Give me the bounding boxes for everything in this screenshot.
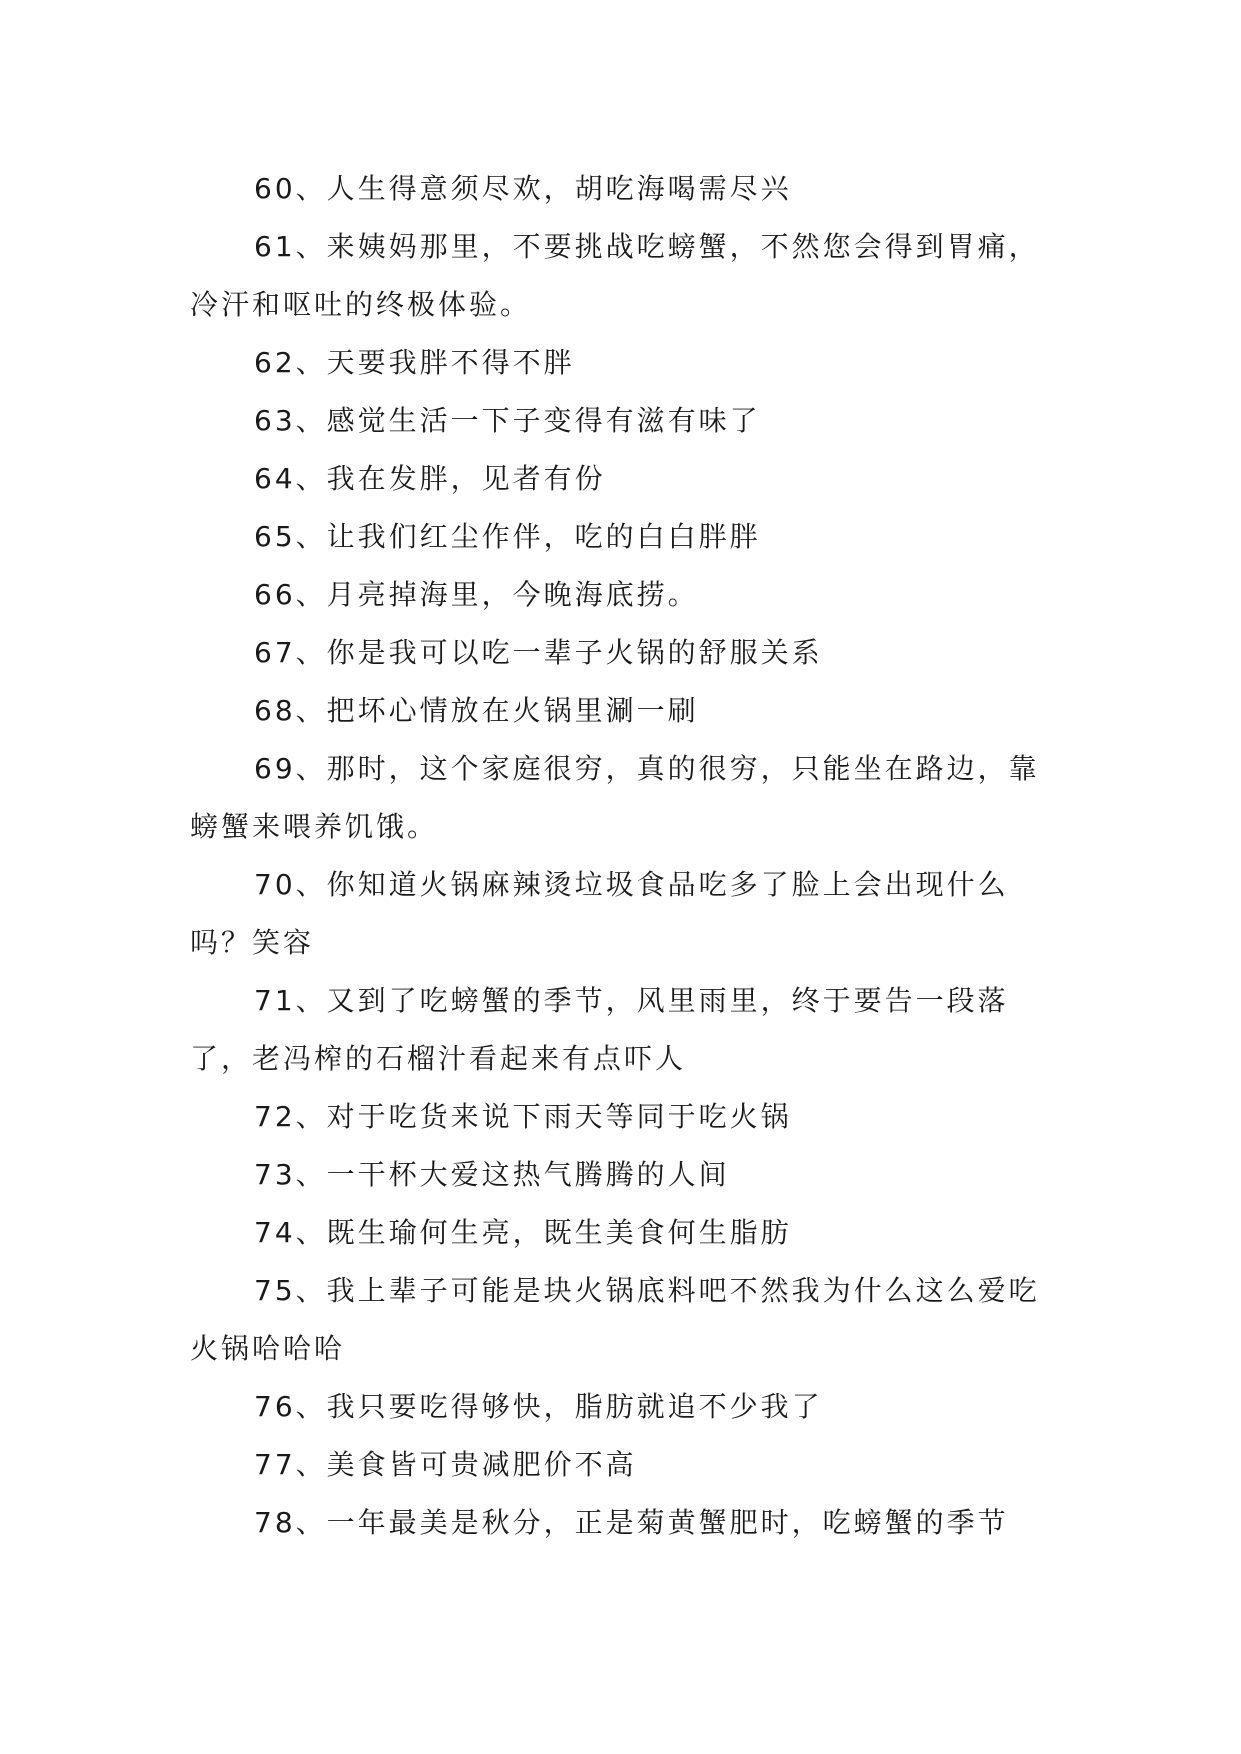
- paragraph-70: 70、你知道火锅麻辣烫垃圾食品吃多了脸上会出现什么吗？笑容: [190, 868, 1009, 959]
- paragraph-63: 63、感觉生活一下子变得有滋有味了: [254, 404, 761, 437]
- paragraph-74: 74、既生瑜何生亮，既生美食何生脂肪: [254, 1216, 792, 1249]
- document-body: [190, 160, 1070, 1552]
- paragraph-77: 77、美食皆可贵减肥价不高: [254, 1448, 637, 1481]
- paragraph-68: 68、把坏心情放在火锅里涮一刷: [254, 694, 699, 727]
- paragraph-60: 60、人生得意须尽欢，胡吃海喝需尽兴: [254, 172, 792, 205]
- paragraph-73: 73、一干杯大爱这热气腾腾的人间: [254, 1158, 730, 1191]
- paragraph-66: 66、月亮掉海里，今晚海底捞。: [254, 578, 699, 611]
- paragraph-69: 69、那时，这个家庭很穷，真的很穷，只能坐在路边，靠螃蟹来喂养饥饿。: [190, 752, 1040, 843]
- paragraph-65: 65、让我们红尘作伴，吃的白白胖胖: [254, 520, 761, 553]
- paragraph-72: 72、对于吃货来说下雨天等同于吃火锅: [254, 1100, 792, 1133]
- paragraph-64: 64、我在发胖，见者有份: [254, 462, 606, 495]
- paragraph-62: 62、天要我胖不得不胖: [254, 346, 575, 379]
- paragraph-78: 78、一年最美是秋分，正是菊黄蟹肥时，吃螃蟹的季节: [254, 1506, 1009, 1539]
- paragraph-61: 61、来姨妈那里，不要挑战吃螃蟹，不然您会得到胃痛，冷汗和呕吐的终极体验。: [190, 230, 1040, 321]
- paragraph-75: 75、我上辈子可能是块火锅底料吧不然我为什么这么爱吃火锅哈哈哈: [190, 1274, 1040, 1365]
- paragraph-76: 76、我只要吃得够快，脂肪就追不少我了: [254, 1390, 823, 1423]
- paragraph-67: 67、你是我可以吃一辈子火锅的舒服关系: [254, 636, 823, 669]
- paragraph-71: 71、又到了吃螃蟹的季节，风里雨里，终于要告一段落了，老冯榨的石榴汁看起来有点吓人: [190, 984, 1009, 1075]
